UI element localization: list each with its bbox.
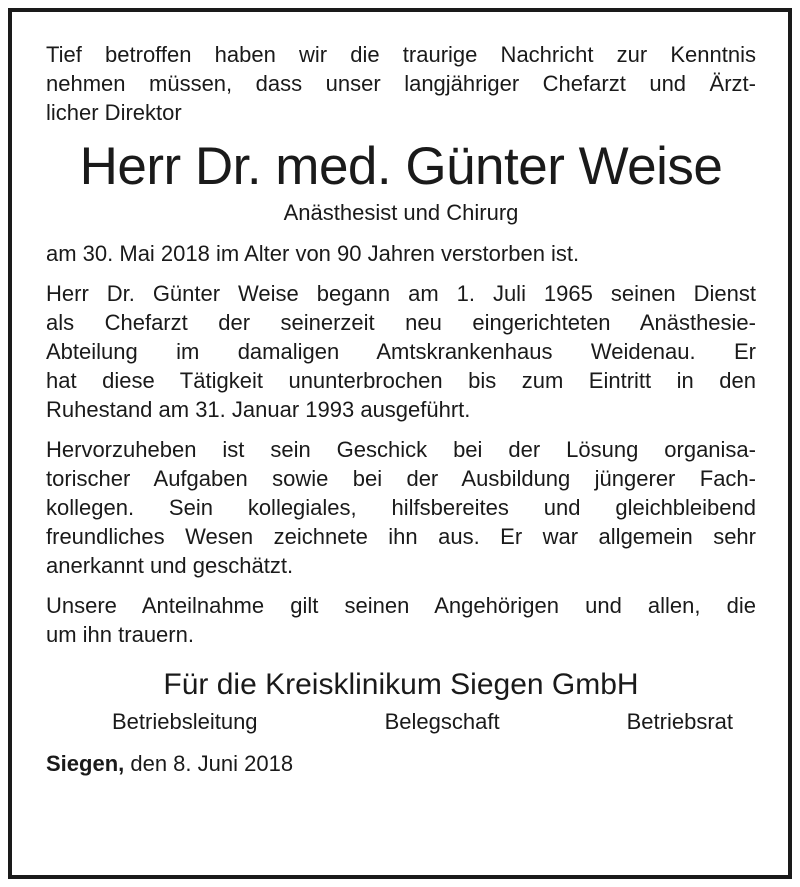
career-paragraph <box>46 279 756 424</box>
career-line: hat diese Tätigkeit ununterbrochen bis zum Eintritt in den <box>46 368 756 393</box>
signing-groups <box>46 707 756 737</box>
intro-line: licher Direktor <box>46 100 182 125</box>
deceased-name: Herr Dr. med. Günter Weise <box>79 137 723 196</box>
date: den 8. Juni 2018 <box>124 751 294 776</box>
intro-line: Tief betroffen haben wir die traurige Nachricht zur Kenntnis <box>46 42 756 67</box>
praise-line: torischer Aufgaben sowie bei der Ausbildung jüngerer Fach- <box>46 466 756 491</box>
career-line: Ruhestand am 31. Januar 1993 ausgeführt. <box>46 397 471 422</box>
career-line: als Chefarzt der seinerzeit neu eingerichteten Anästhesie- <box>46 310 756 335</box>
death-line: am 30. Mai 2018 im Alter von 90 Jahren verstorben ist. <box>46 241 580 266</box>
praise-line: anerkannt und geschätzt. <box>46 553 294 578</box>
group-works-council: Betriebsrat <box>626 709 733 734</box>
praise-paragraph <box>46 435 756 580</box>
praise-line: freundliches Wesen zeichnete ihn aus. Er war allgemein sehr <box>46 524 756 549</box>
condolence-paragraph <box>46 591 756 649</box>
praise-line: kollegen. Sein kollegiales, hilfsbereites und gleichbleibend <box>46 495 756 520</box>
career-line: Abteilung im damaligen Amtskrankenhaus Weidenau. Er <box>46 339 756 364</box>
group-management: Betriebsleitung <box>112 709 258 734</box>
career-line: Herr Dr. Günter Weise begann am 1. Juli 1965 seinen Dienst <box>46 281 756 306</box>
deceased-specialty: Anästhesist und Chirurg <box>283 200 519 225</box>
condolence-line: Unsere Anteilnahme gilt seinen Angehörigen und allen, die <box>46 593 756 618</box>
intro-line: nehmen müssen, dass unser langjähriger Chefarzt und Ärzt- <box>46 71 756 96</box>
obituary-notice <box>46 40 756 779</box>
group-staff: Belegschaft <box>384 709 500 734</box>
place-date <box>46 749 756 779</box>
praise-line: Hervorzuheben ist sein Geschick bei der Lösung organisa- <box>46 437 756 462</box>
condolence-line: um ihn trauern. <box>46 622 194 647</box>
intro-paragraph <box>46 40 756 127</box>
place: Siegen, <box>46 751 125 776</box>
signing-organization: Für die Kreisklinikum Siegen GmbH <box>163 668 639 701</box>
